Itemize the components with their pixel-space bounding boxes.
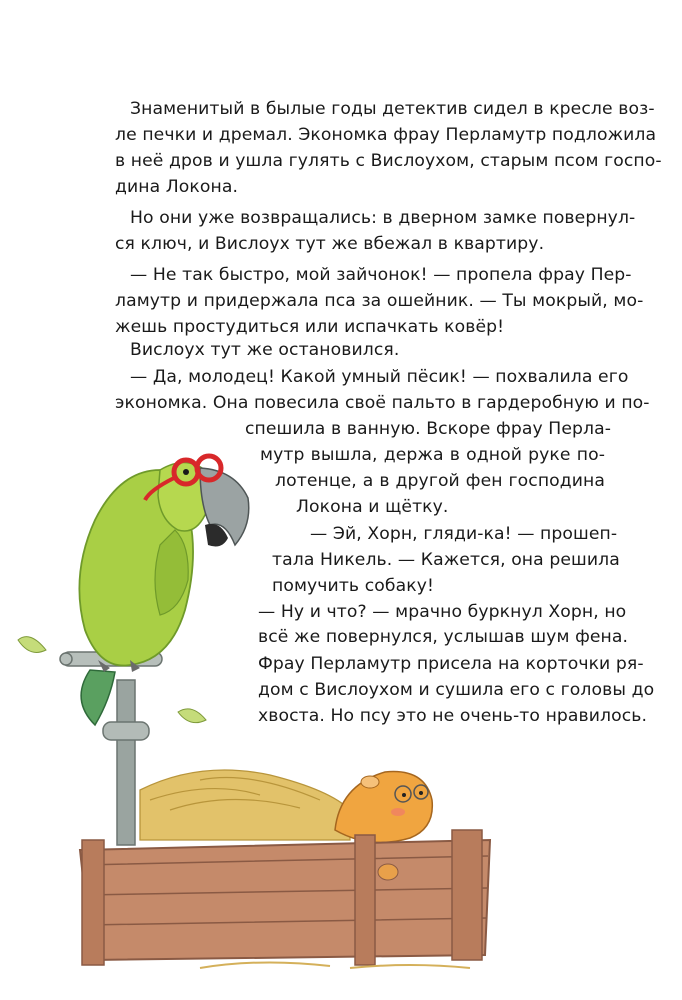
text-line: — Не так быстро, мой зайчонок! — пропела фрау Пер- (130, 265, 632, 285)
text-line: Фрау Перламутр присела на корточки ря- (258, 654, 644, 674)
text-line: спешила в ванную. Вскоре фрау Перла- (245, 419, 612, 439)
straw-icon (140, 770, 350, 840)
crate-icon (80, 830, 490, 968)
text-line: ламутр и придержала пса за ошейник. — Ты мокрый, мо- (115, 291, 644, 311)
text-line: всё же повернулся, услышав шум фена. (258, 627, 629, 647)
text-line: — Ну и что? — мрачно буркнул Хорн, но (258, 602, 627, 622)
text-line: — Да, молодец! Какой умный пёсик! — похвалила его (130, 367, 629, 387)
text-line: ле печки и дремал. Экономка фрау Перламутр подложила (115, 125, 657, 145)
text-line: жешь простудиться или испачкать ковёр! (115, 317, 505, 337)
text-line: экономка. Она повесила своё пальто в гардеробную и по- (115, 393, 650, 413)
text-line: Локона и щётку. (296, 497, 449, 517)
text-line: ся ключ, и Вислоух тут же вбежал в квартиру. (115, 234, 545, 254)
text-line: лотенце, а в другой фен господина (275, 471, 605, 491)
text-line: в неё дров и ушла гулять с Вислоухом, старым псом госпо- (115, 151, 662, 171)
text-line: мутр вышла, держа в одной руке по- (260, 445, 605, 465)
hamster-icon (335, 772, 432, 843)
text-line: Знаменитый в былые годы детектив сидел в кресле воз- (130, 99, 655, 119)
text-line: хвоста. Но псу это не очень-то нравилось. (258, 706, 648, 726)
text-line: Вислоух тут же остановился. (130, 340, 400, 360)
text-line: дом с Вислоухом и сушила его с головы до (258, 680, 655, 700)
text-line: — Эй, Хорн, гляди-ка! — прошеп- (310, 524, 618, 544)
text-line: дина Локона. (115, 177, 239, 197)
parrot-icon (79, 456, 248, 725)
text-line: тала Никель. — Кажется, она решила (272, 550, 620, 570)
text-line: помучить собаку! (272, 576, 434, 596)
text-line: Но они уже возвращались: в дверном замке повернул- (130, 208, 636, 228)
